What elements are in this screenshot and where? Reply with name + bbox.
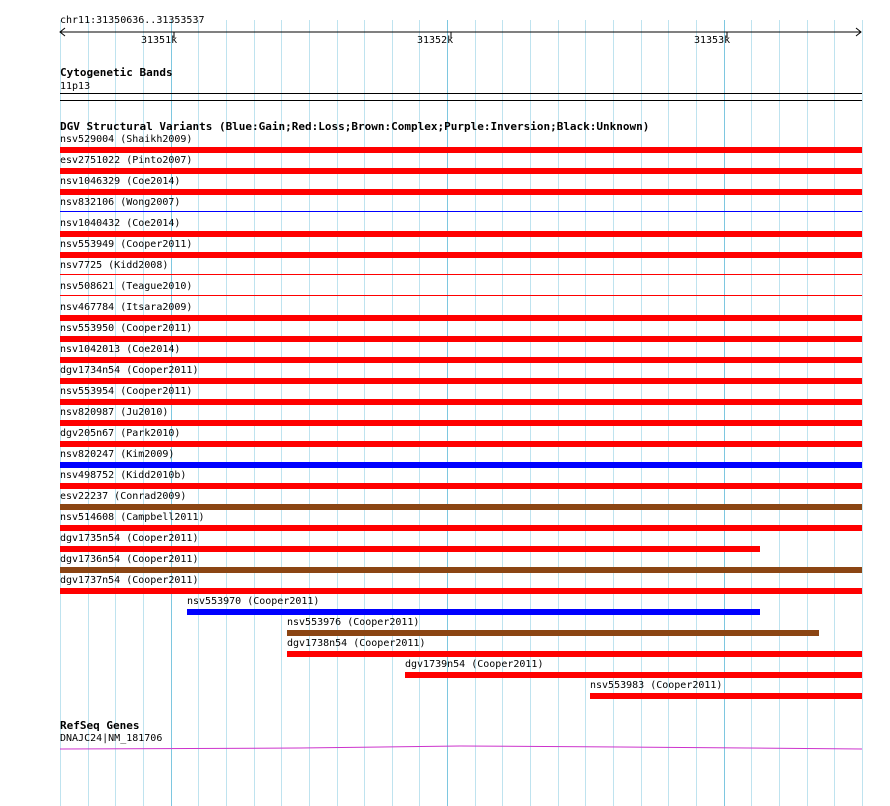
dgv-feature-bar[interactable] (60, 525, 862, 531)
dgv-feature-label[interactable]: nsv553954 (Cooper2011) (60, 386, 193, 397)
ruler-location: chr11:31350636..31353537 (60, 15, 205, 26)
grid-line (254, 20, 255, 806)
grid-line (337, 20, 338, 806)
dgv-feature-label[interactable]: esv2751022 (Pinto2007) (60, 155, 193, 166)
grid-line (751, 20, 752, 806)
dgv-feature-bar[interactable] (60, 357, 862, 363)
dgv-feature-bar[interactable] (60, 336, 862, 342)
dgv-feature-label[interactable]: nsv1040432 (Coe2014) (60, 218, 181, 229)
dgv-feature-bar[interactable] (60, 462, 862, 468)
dgv-feature-bar[interactable] (60, 231, 862, 237)
dgv-feature-bar[interactable] (60, 252, 862, 258)
cytoband-label: 11p13 (60, 81, 91, 92)
dgv-feature-label[interactable]: nsv553949 (Cooper2011) (60, 239, 193, 250)
dgv-feature-bar[interactable] (60, 483, 862, 489)
dgv-feature-label[interactable]: nsv553983 (Cooper2011) (590, 680, 723, 691)
ruler-tick-label: 31351k (141, 35, 178, 46)
grid-line (585, 20, 586, 806)
dgv-feature-label[interactable]: nsv832106 (Wong2007) (60, 197, 181, 208)
grid-line (447, 20, 448, 806)
dgv-feature-bar[interactable] (60, 274, 862, 275)
dgv-feature-label[interactable]: nsv820987 (Ju2010) (60, 407, 169, 418)
grid-line (309, 20, 310, 806)
grid-line (834, 20, 835, 806)
grid-line (724, 20, 725, 806)
dgv-feature-bar[interactable] (287, 651, 862, 657)
cytoband-top-line (60, 93, 862, 94)
dgv-feature-label[interactable]: esv22237 (Conrad2009) (60, 491, 187, 502)
dgv-feature-bar[interactable] (187, 609, 760, 615)
dgv-feature-bar[interactable] (60, 546, 760, 552)
ruler-tick-label: 31353k (694, 35, 731, 46)
grid-line (502, 20, 503, 806)
dgv-feature-bar[interactable] (60, 588, 862, 594)
dgv-feature-bar[interactable] (60, 168, 862, 174)
dgv-feature-label[interactable]: nsv820247 (Kim2009) (60, 449, 175, 460)
dgv-feature-label[interactable]: dgv1736n54 (Cooper2011) (60, 554, 199, 565)
dgv-feature-bar[interactable] (405, 672, 862, 678)
dgv-feature-label[interactable]: dgv1734n54 (Cooper2011) (60, 365, 199, 376)
dgv-feature-label[interactable]: nsv467784 (Itsara2009) (60, 302, 193, 313)
dgv-feature-bar[interactable] (60, 420, 862, 426)
grid-line (198, 20, 199, 806)
grid-line (226, 20, 227, 806)
dgv-feature-bar[interactable] (60, 567, 862, 573)
grid-line (281, 20, 282, 806)
dgv-feature-label[interactable]: dgv205n67 (Park2010) (60, 428, 181, 439)
dgv-feature-label[interactable]: nsv1042013 (Coe2014) (60, 344, 181, 355)
dgv-feature-label[interactable]: nsv7725 (Kidd2008) (60, 260, 169, 271)
dgv-feature-bar[interactable] (590, 693, 862, 699)
dgv-feature-bar[interactable] (60, 315, 862, 321)
dgv-feature-label[interactable]: nsv514608 (Campbell2011) (60, 512, 205, 523)
grid-line (530, 20, 531, 806)
dgv-feature-label[interactable]: dgv1735n54 (Cooper2011) (60, 533, 199, 544)
grid-line (779, 20, 780, 806)
grid-line (419, 20, 420, 806)
grid-line (475, 20, 476, 806)
grid-line (364, 20, 365, 806)
dgv-feature-bar[interactable] (60, 378, 862, 384)
dgv-feature-label[interactable]: nsv553976 (Cooper2011) (287, 617, 420, 628)
dgv-feature-label[interactable]: dgv1739n54 (Cooper2011) (405, 659, 544, 670)
dgv-feature-bar[interactable] (60, 441, 862, 447)
dgv-feature-label[interactable]: nsv1046329 (Coe2014) (60, 176, 181, 187)
dgv-feature-bar[interactable] (60, 399, 862, 405)
dgv-feature-label[interactable]: dgv1738n54 (Cooper2011) (287, 638, 426, 649)
dgv-feature-label[interactable]: nsv553970 (Cooper2011) (187, 596, 320, 607)
ruler-axis (58, 26, 864, 40)
grid-line (862, 20, 863, 806)
dgv-feature-bar[interactable] (60, 211, 862, 212)
gene-label[interactable]: DNAJC24|NM_181706 (60, 733, 163, 744)
dgv-feature-label[interactable]: nsv529004 (Shaikh2009) (60, 134, 193, 145)
track-title-dgv[interactable]: DGV Structural Variants (Blue:Gain;Red:Loss;Brown:Complex;Purple:Inversion;Black:Unknown) (60, 120, 650, 133)
dgv-feature-bar[interactable] (60, 147, 862, 153)
grid-line (392, 20, 393, 806)
grid-line (807, 20, 808, 806)
cytoband-bottom-line (60, 100, 862, 101)
gene-model[interactable] (60, 742, 862, 752)
dgv-feature-label[interactable]: nsv553950 (Cooper2011) (60, 323, 193, 334)
dgv-feature-label[interactable]: nsv498752 (Kidd2010b) (60, 470, 187, 481)
dgv-feature-bar[interactable] (60, 504, 862, 510)
grid-line (558, 20, 559, 806)
dgv-feature-bar[interactable] (60, 189, 862, 195)
ruler-tick-label: 31352k (417, 35, 454, 46)
dgv-feature-bar[interactable] (60, 295, 862, 296)
dgv-feature-label[interactable]: dgv1737n54 (Cooper2011) (60, 575, 199, 586)
track-title-refseq[interactable]: RefSeq Genes (60, 719, 140, 732)
dgv-feature-label[interactable]: nsv508621 (Teague2010) (60, 281, 193, 292)
dgv-feature-bar[interactable] (287, 630, 819, 636)
track-title-cytoband[interactable]: Cytogenetic Bands (60, 66, 173, 79)
